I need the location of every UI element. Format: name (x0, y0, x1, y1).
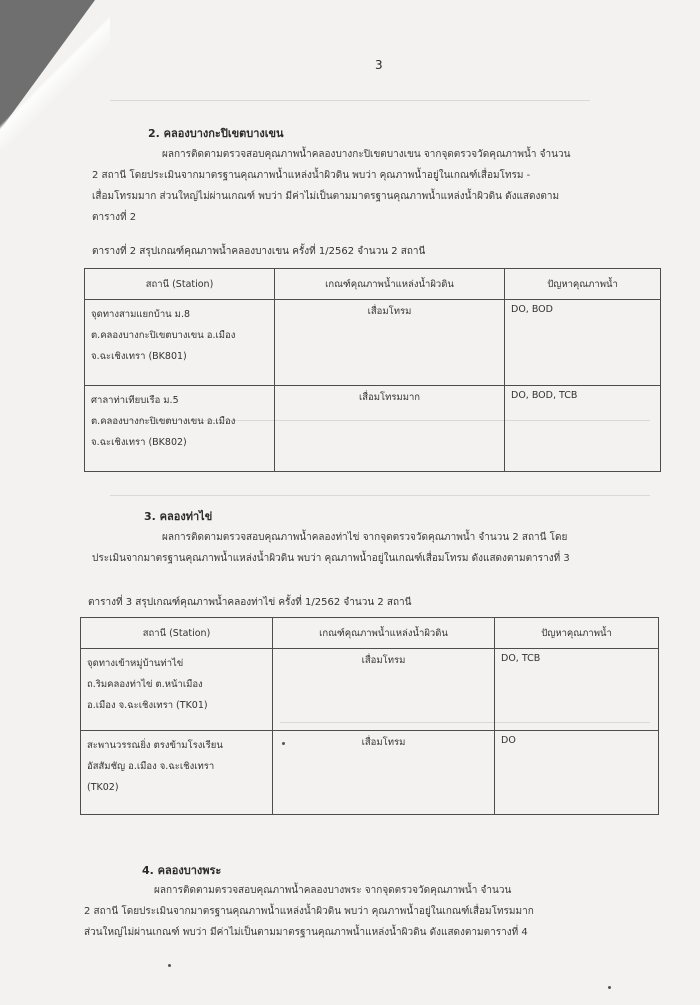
paragraph-line: ผลการติดตามตรวจสอบคุณภาพน้ำคลองบางกะปิเขตบางเขน จากจุดตรวจวัดคุณภาพน้ำ จำนวน (162, 149, 571, 160)
station-cell (85, 300, 275, 386)
speck-dot (282, 742, 285, 745)
problem-cell: DO, BOD, TCB (505, 386, 661, 472)
table-3 (80, 617, 659, 815)
station-line: จ.ฉะเชิงเทรา (BK802) (91, 437, 187, 448)
column-header-station: สถานี (Station) (85, 269, 275, 300)
column-header-problem: ปัญหาคุณภาพน้ำ (505, 269, 661, 300)
column-header-station: สถานี (Station) (81, 618, 273, 649)
criteria-cell: เสื่อมโทรมมาก (275, 386, 505, 472)
table-2 (84, 268, 661, 472)
page-number: 3 (375, 58, 383, 72)
problem-cell: DO (495, 731, 659, 815)
section-2-paragraph (92, 144, 660, 228)
column-header-criteria: เกณฑ์คุณภาพน้ำแหล่งน้ำผิวดิน (275, 269, 505, 300)
bleed-through-line (110, 100, 590, 101)
station-line: สะพานวรรณยิ่ง ตรงข้ามโรงเรียน (87, 740, 223, 751)
table-2-caption: ตารางที่ 2 สรุปเกณฑ์คุณภาพน้ำคลองบางเขน ครั้งที่ 1/2562 จำนวน 2 สถานี (92, 246, 426, 257)
station-line: ถ.ริมคลองท่าไข่ ต.หน้าเมือง (87, 679, 203, 690)
table-header-row (85, 269, 661, 300)
table-header-row (81, 618, 659, 649)
criteria-cell: เสื่อมโทรม (273, 731, 495, 815)
speck-dot (168, 964, 171, 967)
paragraph-line: 2 สถานี โดยประเมินจากมาตรฐานคุณภาพน้ำแหล่งน้ำผิวดิน พบว่า คุณภาพน้ำอยู่ในเกณฑ์เสื่อมโทรมมาก (84, 906, 534, 917)
table-row (85, 386, 661, 472)
section-heading-4: 4. คลองบางพระ (142, 864, 222, 877)
station-cell (85, 386, 275, 472)
station-line: อ.เมือง จ.ฉะเชิงเทรา (TK01) (87, 700, 208, 711)
station-line: ศาลาท่าเทียบเรือ ม.5 (91, 395, 179, 406)
bleed-through-line (110, 495, 650, 496)
station-line: จุดทางเข้าหมู่บ้านท่าไข่ (87, 658, 184, 669)
paragraph-line: ผลการติดตามตรวจสอบคุณภาพน้ำคลองท่าไข่ จากจุดตรวจวัดคุณภาพน้ำ จำนวน 2 สถานี โดย (162, 532, 568, 543)
section-3-paragraph (92, 527, 662, 569)
paragraph-line: ส่วนใหญ่ไม่ผ่านเกณฑ์ พบว่า มีค่าไม่เป็นตามมาตรฐานคุณภาพน้ำแหล่งน้ำผิวดิน ดังแสดงตามตารางที่ 4 (84, 927, 528, 938)
paragraph-line: ตารางที่ 2 (92, 212, 137, 223)
station-line: ต.คลองบางกะปิเขตบางเขน อ.เมือง (91, 330, 236, 341)
paragraph-line: 2 สถานี โดยประเมินจากมาตรฐานคุณภาพน้ำแหล่งน้ำผิวดิน พบว่า คุณภาพน้ำอยู่ในเกณฑ์เสื่อมโทรม - (92, 170, 531, 181)
criteria-cell: เสื่อมโทรม (275, 300, 505, 386)
station-line: ต.คลองบางกะปิเขตบางเขน อ.เมือง (91, 416, 236, 427)
table-row (81, 731, 659, 815)
paragraph-line: เสื่อมโทรมมาก ส่วนใหญ่ไม่ผ่านเกณฑ์ พบว่า มีค่าไม่เป็นตามมาตรฐานคุณภาพน้ำแหล่งน้ำผิวดิน ดังแสดงตาม (92, 191, 560, 202)
speck-dot (608, 986, 611, 989)
section-heading-3: 3. คลองท่าไข่ (144, 510, 213, 523)
table-3-caption: ตารางที่ 3 สรุปเกณฑ์คุณภาพน้ำคลองท่าไข่ ครั้งที่ 1/2562 จำนวน 2 สถานี (88, 597, 412, 608)
station-line: (TK02) (87, 782, 119, 793)
station-line: จ.ฉะเชิงเทรา (BK801) (91, 351, 187, 362)
station-line: จุดทางสามแยกบ้าน ม.8 (91, 309, 191, 320)
station-line: อัสสัมชัญ อ.เมือง จ.ฉะเชิงเทรา (87, 761, 215, 772)
station-cell (81, 731, 273, 815)
station-cell (81, 649, 273, 731)
section-heading-2: 2. คลองบางกะปิเขตบางเขน (148, 127, 284, 140)
problem-cell: DO, TCB (495, 649, 659, 731)
column-header-criteria: เกณฑ์คุณภาพน้ำแหล่งน้ำผิวดิน (273, 618, 495, 649)
table-row (81, 649, 659, 731)
page-corner-highlight (0, 0, 110, 150)
problem-cell: DO, BOD (505, 300, 661, 386)
column-header-problem: ปัญหาคุณภาพน้ำ (495, 618, 659, 649)
table-row (85, 300, 661, 386)
section-4-paragraph (84, 880, 662, 943)
paragraph-line: ผลการติดตามตรวจสอบคุณภาพน้ำคลองบางพระ จากจุดตรวจวัดคุณภาพน้ำ จำนวน (154, 885, 512, 896)
criteria-cell: เสื่อมโทรม (273, 649, 495, 731)
paragraph-line: ประเมินจากมาตรฐานคุณภาพน้ำแหล่งน้ำผิวดิน พบว่า คุณภาพน้ำอยู่ในเกณฑ์เสื่อมโทรม ดังแสดงตามตารางที่ 3 (92, 553, 570, 564)
